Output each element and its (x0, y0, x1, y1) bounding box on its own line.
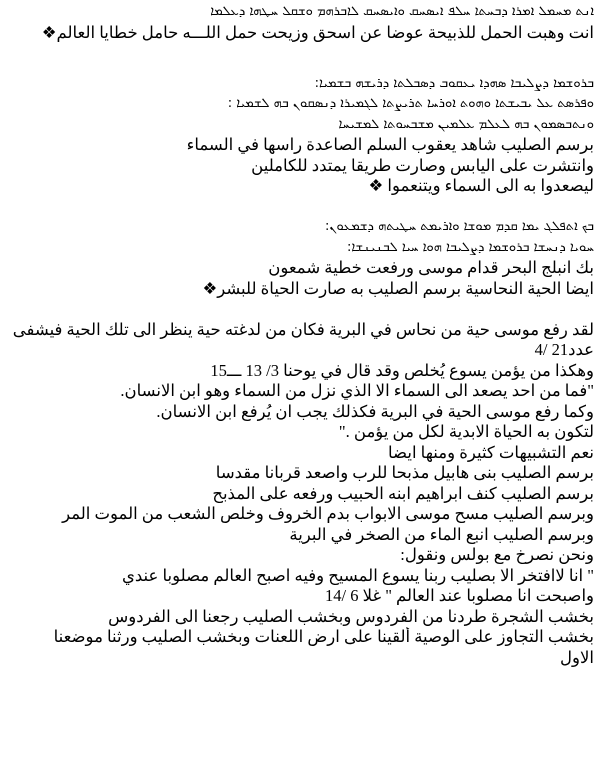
arabic-line: بك انبلج البحر قدام موسى ورفعت خطية شمعون (268, 258, 594, 277)
arabic-line: ليصعدوا به الى السماء ويتنعموا ❖ (368, 176, 594, 195)
arabic-line: وانتشرت على اليابس وصارت طريقا يمتدد للكاملين (251, 155, 594, 175)
arabic-line: "فما من احد يصعد الى السماء الا الذي نزل من السماء وهو ابن الانسان. (120, 381, 594, 400)
arabic-line: وبرسم الصليب مسح موسى الابواب بدم الخروف وخلص الشعب من الموت المر (62, 504, 594, 523)
paragraph-gap (6, 43, 594, 64)
arabic-line: واصبحت انا مصلوبا عند العالم " غلا 6 /14 (325, 586, 594, 605)
arabic-line: انت وهبت الحمل للذبيحة عوضا عن اسحق وزيحت حمل اللـــه حامل خطايا العالم❖ (41, 22, 594, 42)
arabic-line: " انا لاافتخر الا بصليب ربنا يسوع المسيح وفيه اصبح العالم مصلوبا عندي (121, 565, 594, 585)
arabic-line: برسم الصليب بنى هابيل مذبحا للرب واصعد قربانا مقدسا (215, 463, 594, 482)
arabic-line: الاول (560, 647, 594, 667)
arabic-line: نعم التشبيهات كثيرة ومنها ايضا (388, 442, 594, 462)
arabic-line: بخشب التجاوز على الوصية ألقينا على ارض اللعنات وبخشب الصليب ورثنا موضعنا (53, 627, 594, 646)
syriac-line: ܒܟ ܐܬܦܠܓ ܝܡܐ ܩܕܡ ܡܘܫܐ ܘܐܪܝܡܬ ܚܛܝܬܗ ܕܫܡܥܘܢ: (325, 219, 594, 234)
arabic-line: لتكون به الحياة الابدية لكل من يؤمن ." (338, 422, 594, 441)
syriac-line: ܘܢܬܒܣܡܘܢ ܒܗ ܠܥܠܡ ܥܠܡܝܢ ܡܫܒܚܘܬܐ ܠܡܫܝܚܐ (338, 116, 594, 132)
arabic-line: بخشب الشجرة طردنا من الفردوس وبخشب الصليب رجعنا الى الفردوس (108, 606, 594, 626)
arabic-line: عدد21 /4 (534, 340, 594, 359)
paragraph-gap (6, 299, 594, 320)
arabic-line: لقد رفع موسى حية من نحاس في البرية فكان من لدغته حية ينظر الى تلك الحية فيشفى (12, 319, 594, 339)
arabic-line: وهكذا من يؤمن يسوع يُخلص وقد قال في يوحنا 3/ 13 ـــ15 (210, 360, 594, 380)
paragraph-gap (6, 197, 594, 218)
syriac-line: ܐܢܬ ܡܚܡܠ ܐܡܪܐ ܕܒܚܬܐ ܚܠܦ ܐܝܣܚܩ ܘܐܝܣܚܩ ܠܐܒܪܗܡ ܘܫܩܠ ܚܛܗܐ ܕܥܠܡܐ (210, 4, 594, 19)
syriac-line: ܘܦܪܣܬ ܥܠ ܝܒܝܫܬܐ ܘܗܘܬ ܐܘܪܚܐ ܬܪܝܨܬܐ ܠܓܡܝܪܐ ܕܢܣܩܘܢ ܒܗ ܠܫܡܝܐ : (227, 96, 594, 111)
arabic-line: وكما رفع موسى الحية في البرية فكذلك يجب ان يُرفع ابن الانسان. (156, 401, 594, 421)
arabic-line: برسم الصليب كنف ابراهيم ابنه الحبيب ورفعه على المذبح (212, 483, 594, 503)
arabic-line: ايضا الحية النحاسية برسم الصليب به صارت الحياة للبشر❖ (202, 278, 594, 298)
arabic-line: برسم الصليب شاهد يعقوب السلم الصاعدة راسها في السماء (186, 135, 594, 154)
syriac-line: ܒܪܘܫܡܐ ܕܨܠܝܒܐ ܣܗܕܐ ܝܥܩܘܒ ܕܣܒܠܬܐ ܕܪܝܫܗ ܒܫܡܝܐ: (314, 75, 594, 91)
arabic-line: وبرسم الصليب انبع الماء من الصخر في البرية (289, 524, 594, 544)
paragraph-gap (6, 64, 594, 74)
arabic-line: ونحن نصرخ مع بولس ونقول: (400, 545, 594, 564)
syriac-line: ܚܘܝܐ ܕܢܚܫܐ ܒܪܘܫܡܐ ܕܨܠܝܒܐ ܗܘܐ ܚܝܐ ܠܒܢܝܢܫܐ: (346, 239, 594, 255)
